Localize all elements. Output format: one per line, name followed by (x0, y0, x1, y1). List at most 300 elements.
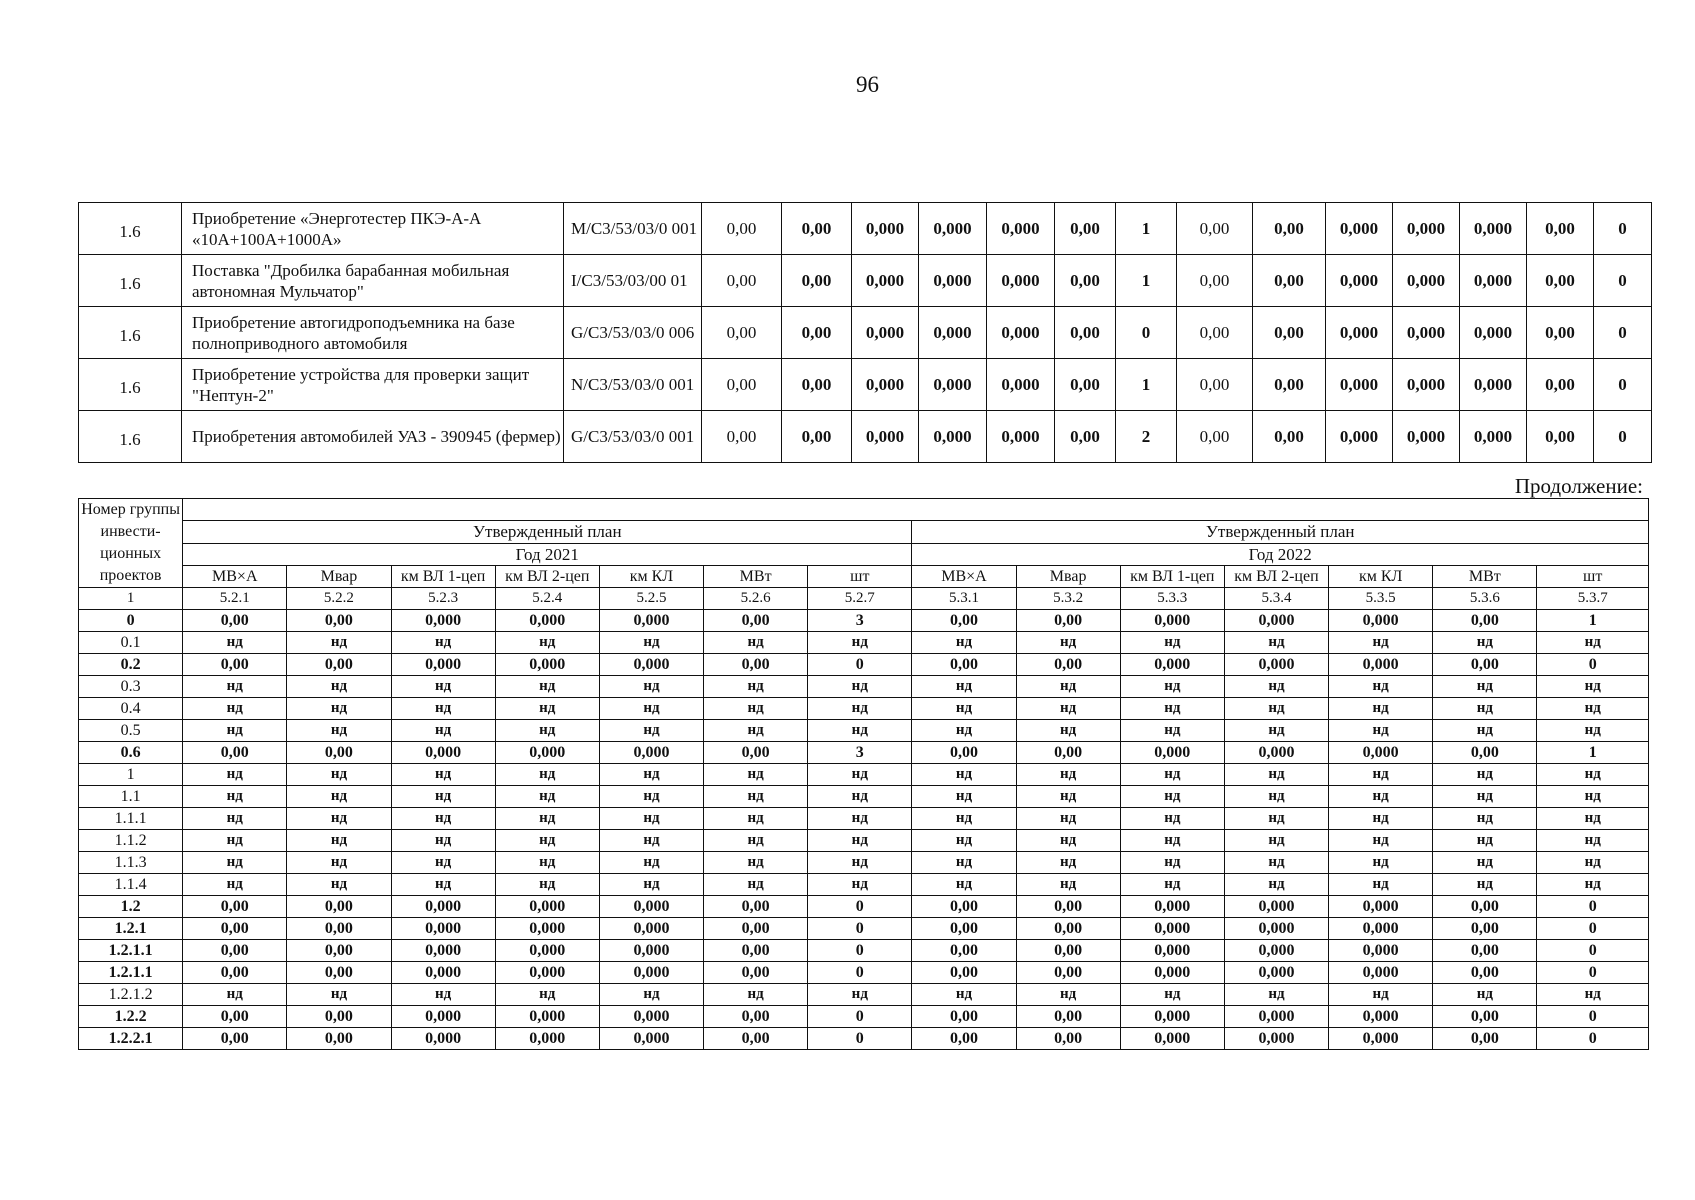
value-cell: 0,000 (852, 203, 919, 255)
value-cell: нд (287, 984, 391, 1006)
table-row (79, 654, 1649, 676)
value-cell: 0,000 (1329, 654, 1433, 676)
value-cell: 0,000 (1393, 359, 1460, 411)
value-cell: нд (183, 632, 287, 654)
value-cell: 0,00 (912, 940, 1016, 962)
value-cell: нд (1224, 632, 1328, 654)
value-cell: нд (599, 720, 703, 742)
plan-2022-header: Утвержденный план (912, 521, 1649, 543)
value-cell: нд (1433, 676, 1537, 698)
value-cell: 3 (808, 742, 912, 764)
value-cell: 0,000 (852, 359, 919, 411)
value-cell: 0,00 (287, 1028, 391, 1050)
value-cell: нд (1433, 764, 1537, 786)
value-cell: нд (1120, 786, 1224, 808)
value-cell: 0,00 (1527, 411, 1594, 463)
value-cell: нд (391, 852, 495, 874)
value-cell: нд (287, 808, 391, 830)
value-cell: нд (1016, 676, 1120, 698)
value-cell: нд (912, 632, 1016, 654)
table-row (79, 830, 1649, 852)
section-code: 5.3.3 (1120, 588, 1224, 610)
row-id: 0.6 (79, 742, 183, 764)
value-cell: нд (808, 852, 912, 874)
section-code: 5.2.2 (287, 588, 391, 610)
value-cell: нд (808, 764, 912, 786)
unit-header: МВт (704, 565, 808, 587)
value-cell: нд (183, 720, 287, 742)
value-cell: 0,000 (495, 654, 599, 676)
value-cell: нд (1329, 786, 1433, 808)
value-cell: 0,000 (1120, 1006, 1224, 1028)
value-cell: 0,00 (183, 742, 287, 764)
value-cell: 0,000 (1224, 1028, 1328, 1050)
value-cell: 0,000 (1224, 654, 1328, 676)
value-cell: нд (183, 764, 287, 786)
unit-header: МВ×А (183, 565, 287, 587)
value-cell: 0,000 (1460, 359, 1527, 411)
value-cell: 0,00 (1177, 307, 1253, 359)
value-cell: нд (1120, 632, 1224, 654)
value-cell: нд (1537, 698, 1649, 720)
value-cell: нд (1537, 830, 1649, 852)
value-cell: 0,00 (1433, 1006, 1537, 1028)
value-cell: 0,00 (1253, 307, 1326, 359)
value-cell: нд (1329, 676, 1433, 698)
value-cell: нд (1016, 852, 1120, 874)
value-cell: нд (599, 632, 703, 654)
value-cell: 0,00 (1433, 610, 1537, 632)
value-cell: 0 (1537, 654, 1649, 676)
value-cell: 0,00 (912, 918, 1016, 940)
value-cell: 0,00 (1016, 610, 1120, 632)
value-cell: 0,000 (1224, 940, 1328, 962)
project-group-number: 1.6 (79, 255, 182, 307)
units-header-row (79, 565, 1649, 587)
value-cell: нд (391, 830, 495, 852)
value-cell: нд (1329, 808, 1433, 830)
value-cell: 0 (808, 918, 912, 940)
value-cell: 0,00 (1433, 940, 1537, 962)
value-cell: 0 (808, 940, 912, 962)
value-cell: 0,000 (1120, 918, 1224, 940)
value-cell: нд (599, 676, 703, 698)
section-code: 5.3.7 (1537, 588, 1649, 610)
value-cell: 0,00 (1177, 255, 1253, 307)
value-cell: нд (1016, 720, 1120, 742)
value-cell: 0,00 (704, 1006, 808, 1028)
value-cell: нд (1537, 874, 1649, 896)
value-cell: 0 (1594, 307, 1652, 359)
value-cell: 0,000 (391, 742, 495, 764)
value-cell: 0,000 (1460, 203, 1527, 255)
value-cell: 0,000 (1329, 896, 1433, 918)
value-cell: нд (391, 698, 495, 720)
value-cell: 0,000 (599, 940, 703, 962)
value-cell: нд (1120, 808, 1224, 830)
value-cell: 0,000 (919, 359, 987, 411)
value-cell: нд (1120, 764, 1224, 786)
value-cell: нд (808, 874, 912, 896)
value-cell: нд (808, 808, 912, 830)
row-id: 1.2.1.2 (79, 984, 183, 1006)
value-cell: нд (1224, 852, 1328, 874)
value-cell: 0,00 (1253, 255, 1326, 307)
value-cell: 0,000 (495, 742, 599, 764)
value-cell: 0,00 (704, 654, 808, 676)
project-code: N/C3/53/03/0 001 (564, 359, 702, 411)
value-cell: 0,00 (1433, 896, 1537, 918)
value-cell: нд (495, 676, 599, 698)
value-cell: нд (912, 830, 1016, 852)
value-cell: 0 (1594, 359, 1652, 411)
value-cell: 0,00 (287, 1006, 391, 1028)
value-cell: нд (1120, 984, 1224, 1006)
table-row (79, 698, 1649, 720)
value-cell: 0,000 (599, 742, 703, 764)
value-cell: 0,00 (1433, 654, 1537, 676)
project-row (79, 255, 1652, 307)
value-cell: 0,000 (1329, 1006, 1433, 1028)
value-cell: 0,000 (1120, 896, 1224, 918)
table-row (79, 632, 1649, 654)
value-cell: 0,00 (183, 610, 287, 632)
value-cell: нд (1120, 698, 1224, 720)
value-cell: 0,000 (391, 1006, 495, 1028)
value-cell: 0,000 (1460, 307, 1527, 359)
project-group-number: 1.6 (79, 359, 182, 411)
value-cell: 0,000 (1329, 962, 1433, 984)
value-cell: 0,00 (912, 1006, 1016, 1028)
table-row (79, 676, 1649, 698)
project-row (79, 411, 1652, 463)
value-cell: 0,00 (782, 255, 852, 307)
value-cell: 0,00 (1177, 203, 1253, 255)
value-cell: 0,00 (1016, 896, 1120, 918)
value-cell: 0,000 (987, 203, 1055, 255)
value-cell: 0,00 (1055, 203, 1116, 255)
value-cell: нд (183, 852, 287, 874)
value-cell: нд (1329, 984, 1433, 1006)
value-cell: 0,000 (599, 962, 703, 984)
value-cell: 0,000 (391, 654, 495, 676)
value-cell: 0,000 (391, 896, 495, 918)
value-cell: нд (495, 874, 599, 896)
row-id: 1.1.4 (79, 874, 183, 896)
value-cell: 0,000 (919, 411, 987, 463)
table-row (79, 918, 1649, 940)
header-row-3 (79, 543, 1649, 565)
value-cell: нд (599, 830, 703, 852)
value-cell: 0,00 (287, 962, 391, 984)
table-row (79, 852, 1649, 874)
value-cell: 0,000 (1120, 962, 1224, 984)
plan-2021-header: Утвержденный план (183, 521, 912, 543)
value-cell: 0,000 (1460, 411, 1527, 463)
value-cell: нд (912, 786, 1016, 808)
table-row (79, 984, 1649, 1006)
value-cell: нд (495, 984, 599, 1006)
value-cell: 0,00 (1253, 203, 1326, 255)
table-row (79, 610, 1649, 632)
section-code: 5.2.3 (391, 588, 495, 610)
value-cell: нд (183, 786, 287, 808)
value-cell: 0,000 (1329, 918, 1433, 940)
value-cell: 0,000 (1224, 1006, 1328, 1028)
value-cell: 0 (1537, 1006, 1649, 1028)
value-cell: 0,00 (702, 307, 782, 359)
table-row (79, 786, 1649, 808)
value-cell: 0,000 (599, 1006, 703, 1028)
value-cell: 0,000 (1326, 255, 1393, 307)
table-row (79, 962, 1649, 984)
row-id: 0.1 (79, 632, 183, 654)
table-row (79, 874, 1649, 896)
section-code: 5.3.1 (912, 588, 1016, 610)
value-cell: нд (1120, 720, 1224, 742)
value-cell: нд (183, 874, 287, 896)
value-cell: 0,000 (987, 359, 1055, 411)
value-cell: нд (1224, 720, 1328, 742)
project-group-number: 1.6 (79, 203, 182, 255)
value-cell: 0 (808, 962, 912, 984)
project-code: G/C3/53/03/0 006 (564, 307, 702, 359)
projects-table (78, 202, 1652, 463)
row-id: 1.1.3 (79, 852, 183, 874)
value-cell: 0,000 (495, 1006, 599, 1028)
value-cell: 0,00 (912, 654, 1016, 676)
value-cell: нд (287, 698, 391, 720)
value-cell: 0,000 (1329, 742, 1433, 764)
value-cell: нд (808, 786, 912, 808)
value-cell: нд (495, 632, 599, 654)
value-cell: нд (287, 874, 391, 896)
value-cell: нд (1329, 698, 1433, 720)
project-name: Приобретение устройства для проверки защит "Нептун-2" (182, 359, 564, 411)
value-cell: 0 (808, 1028, 912, 1050)
table-row (79, 808, 1649, 830)
value-cell: 0,00 (183, 654, 287, 676)
value-cell: 0,000 (1120, 1028, 1224, 1050)
table-row (79, 764, 1649, 786)
table-row (79, 1028, 1649, 1050)
value-cell: нд (391, 764, 495, 786)
project-code: G/C3/53/03/0 001 (564, 411, 702, 463)
value-cell: 0,00 (183, 896, 287, 918)
value-cell: нд (808, 676, 912, 698)
row-id: 1.2.2.1 (79, 1028, 183, 1050)
value-cell: 1 (1116, 359, 1177, 411)
value-cell: нд (704, 808, 808, 830)
value-cell: 0,000 (495, 896, 599, 918)
value-cell: 0,000 (495, 1028, 599, 1050)
value-cell: 0,00 (702, 411, 782, 463)
value-cell: нд (1329, 632, 1433, 654)
value-cell: нд (704, 830, 808, 852)
value-cell: 0,00 (1055, 359, 1116, 411)
unit-header: шт (808, 565, 912, 587)
blank-header-cell (183, 499, 1649, 521)
value-cell: 0,000 (1326, 307, 1393, 359)
value-cell: 0,00 (1527, 359, 1594, 411)
section-code: 5.2.6 (704, 588, 808, 610)
value-cell: нд (1329, 720, 1433, 742)
value-cell: нд (704, 720, 808, 742)
value-cell: нд (599, 698, 703, 720)
value-cell: нд (599, 874, 703, 896)
value-cell: нд (1016, 764, 1120, 786)
value-cell: 0,00 (1016, 654, 1120, 676)
value-cell: нд (1224, 764, 1328, 786)
value-cell: 0,000 (1326, 411, 1393, 463)
value-cell: нд (1016, 786, 1120, 808)
value-cell: нд (1224, 830, 1328, 852)
project-group-number: 1.6 (79, 411, 182, 463)
value-cell: 0,000 (495, 610, 599, 632)
value-cell: 0,00 (702, 255, 782, 307)
value-cell: нд (704, 852, 808, 874)
value-cell: нд (1329, 764, 1433, 786)
section-code: 5.2.5 (599, 588, 703, 610)
project-group-number: 1.6 (79, 307, 182, 359)
project-name: Приобретение «Энерготестер ПКЭ-А-А «10А+100А+1000А» (182, 203, 564, 255)
unit-header: Мвар (287, 565, 391, 587)
value-cell: 0,000 (495, 940, 599, 962)
value-cell: 0,000 (1329, 610, 1433, 632)
value-cell: 0,000 (391, 918, 495, 940)
value-cell: нд (495, 698, 599, 720)
value-cell: нд (1224, 676, 1328, 698)
unit-header: км ВЛ 2-цеп (1224, 565, 1328, 587)
value-cell: нд (1120, 676, 1224, 698)
project-name: Поставка "Дробилка барабанная мобильная автономная Мульчатор" (182, 255, 564, 307)
value-cell: 0 (808, 1006, 912, 1028)
value-cell: 0,000 (1326, 203, 1393, 255)
value-cell: 0 (808, 654, 912, 676)
value-cell: 0 (1537, 940, 1649, 962)
value-cell: нд (495, 830, 599, 852)
value-cell: нд (287, 786, 391, 808)
value-cell: нд (495, 720, 599, 742)
value-cell: 0,00 (782, 411, 852, 463)
value-cell: 0,000 (987, 255, 1055, 307)
row-id: 0.2 (79, 654, 183, 676)
value-cell: 0,000 (391, 1028, 495, 1050)
row-id: 1.2.1.1 (79, 962, 183, 984)
section-code: 5.3.2 (1016, 588, 1120, 610)
row-id: 1 (79, 764, 183, 786)
value-cell: 0,00 (1016, 1028, 1120, 1050)
value-cell: 0,00 (704, 962, 808, 984)
value-cell: нд (1120, 830, 1224, 852)
value-cell: 2 (1116, 411, 1177, 463)
value-cell: 0,000 (1393, 203, 1460, 255)
value-cell: 0,000 (987, 411, 1055, 463)
value-cell: 0,00 (912, 896, 1016, 918)
value-cell: 0,000 (1393, 411, 1460, 463)
value-cell: нд (599, 786, 703, 808)
value-cell: 0,000 (852, 255, 919, 307)
value-cell: 0,00 (183, 1006, 287, 1028)
value-cell: 0,000 (1329, 940, 1433, 962)
project-name: Приобретения автомобилей УАЗ - 390945 (фермер) (182, 411, 564, 463)
value-cell: нд (391, 984, 495, 1006)
row-id: 0 (79, 610, 183, 632)
value-cell: нд (391, 874, 495, 896)
value-cell: нд (1329, 830, 1433, 852)
value-cell: нд (808, 830, 912, 852)
header-row-1 (79, 499, 1649, 521)
value-cell: 0,000 (1120, 940, 1224, 962)
value-cell: 0,00 (287, 896, 391, 918)
section-code-row (79, 588, 1649, 610)
value-cell: нд (599, 808, 703, 830)
value-cell: 1 (1116, 203, 1177, 255)
value-cell: 0,00 (183, 1028, 287, 1050)
value-cell: нд (183, 698, 287, 720)
value-cell: 0,00 (1177, 359, 1253, 411)
value-cell: 1 (1116, 255, 1177, 307)
unit-header: МВт (1433, 565, 1537, 587)
section-code: 5.2.4 (495, 588, 599, 610)
value-cell: 1 (1537, 742, 1649, 764)
value-cell: 0,00 (1527, 203, 1594, 255)
project-code: M/C3/53/03/0 001 (564, 203, 702, 255)
value-cell: 0,00 (1527, 307, 1594, 359)
value-cell: нд (1433, 852, 1537, 874)
value-cell: нд (1224, 808, 1328, 830)
value-cell: 3 (808, 610, 912, 632)
row-id: 0.5 (79, 720, 183, 742)
value-cell: 0,000 (1326, 359, 1393, 411)
value-cell: 0,00 (1055, 411, 1116, 463)
value-cell: нд (495, 786, 599, 808)
value-cell: 0,000 (1224, 962, 1328, 984)
value-cell: 0,00 (183, 940, 287, 962)
value-cell: 0,000 (599, 896, 703, 918)
value-cell: 0 (1537, 1028, 1649, 1050)
value-cell: нд (391, 786, 495, 808)
value-cell: 0,00 (1016, 742, 1120, 764)
continuation-label: Продолжение: (1514, 474, 1643, 498)
value-cell: 0,00 (1177, 411, 1253, 463)
value-cell: нд (808, 984, 912, 1006)
value-cell: нд (391, 720, 495, 742)
value-cell: 0,00 (704, 1028, 808, 1050)
value-cell: нд (808, 698, 912, 720)
value-cell: нд (183, 808, 287, 830)
value-cell: 0,00 (1433, 962, 1537, 984)
value-cell: 0,00 (183, 918, 287, 940)
section-code: 5.2.7 (808, 588, 912, 610)
value-cell: 0,00 (1016, 940, 1120, 962)
table-row (79, 742, 1649, 764)
value-cell: 0,00 (1055, 307, 1116, 359)
value-cell: 0,00 (702, 203, 782, 255)
value-cell: 0,000 (495, 918, 599, 940)
value-cell: 0 (1594, 411, 1652, 463)
value-cell: 1 (1537, 610, 1649, 632)
value-cell: нд (1433, 874, 1537, 896)
value-cell: 0 (1537, 896, 1649, 918)
unit-header: шт (1537, 565, 1649, 587)
unit-header: Мвар (1016, 565, 1120, 587)
value-cell: нд (1224, 984, 1328, 1006)
value-cell: 0,000 (1393, 307, 1460, 359)
value-cell: нд (912, 764, 1016, 786)
header-row-2 (79, 521, 1649, 543)
value-cell: 0,00 (183, 962, 287, 984)
